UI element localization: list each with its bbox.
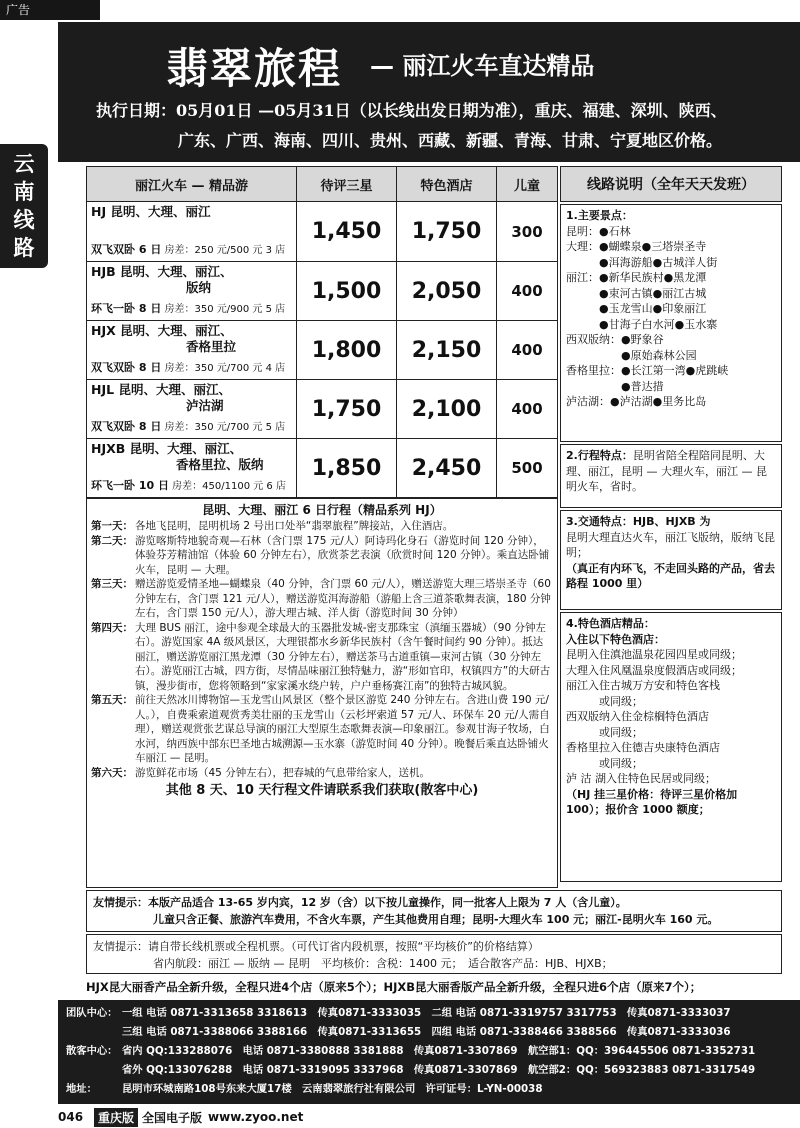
route-sub: 双飞双卧 6 日 [91,243,162,256]
contact-text: 一组 电话 0871-3313658 3318613 传真0871-3333035 二组 电话 0871-3319757 3317753 传真0871-3333037 [122,1007,731,1019]
transport-note: （真正有内环飞，不走回头路的产品，省去路程 1000 里） [566,561,775,590]
list-item: ●洱海游船●古城洋人街 [566,255,718,269]
list-item: 西双版纳入住金棕榈特色酒店 [566,710,709,723]
contact-text: 昆明市环城南路108号东来大厦17楼 云南翡翠旅行社有限公司 许可证号：L-YN-00038 [122,1083,543,1095]
page-footer [58,1106,800,1128]
notes-title: 线路说明（全年天天发班） [560,166,782,202]
contact-label [66,1023,122,1042]
notes-features [560,444,782,508]
route-info [87,380,297,438]
day-text: 前往天然冰川博物馆—玉龙雪山风景区（整个景区游览 240 分钟左右。含进山费 190 元/人。），自费乘索道观赏秀美壮丽的玉龙雪山（云杉坪索道 57 元/人、环保车 20 元/人需自理），赠送观赏张艺谋总导演的丽江大型原生态歌舞表演—印象丽江。参观甘海子牧场，白水河，纳西族中部东巴圣地古城溯源—玉水寨（游览时间 40 分钟）。晚餐后乘直达卧铺火车丽江 — 昆明。 [135,694,550,764]
contact-row [66,1080,792,1099]
side-tab [0,144,48,268]
header-banner [58,22,800,162]
route-name-2: 泸沽湖 [186,398,224,413]
notes-attractions [560,204,782,442]
contact-block [58,1000,800,1104]
route-name: 昆明、大理、丽江、 [118,382,231,397]
list-item: 丽江：●新华民族村●黑龙潭 [566,271,707,284]
side-char: 路 [13,236,35,260]
other-itineraries: 其他 8 天、10 天行程文件请联系我们获取(散客中心) [165,783,479,798]
price-table-header [86,166,558,202]
room-diff: 房差：450/1100 元 6 店 [172,481,286,492]
tips-box-1 [86,890,782,932]
route-code: HJX [91,323,116,338]
list-item: 昆明：●石林 [566,224,631,238]
day-label: 第四天： [91,621,133,634]
brand-subtitle: — 丽江火车直达精品 [370,52,595,80]
route-info [87,439,297,497]
side-char: 南 [13,180,35,204]
contact-text: 省外 QQ:133076288 电话 0871-3319095 3337968 传真0871-3307869 航空部2：QQ：569323883 0871-3317549 [122,1064,756,1076]
contact-label [66,1061,122,1080]
price-3star: 1,500 [297,262,397,320]
table-row [87,379,557,438]
contact-label: 地址： [66,1083,97,1095]
contact-row [66,1061,792,1080]
price-3star: 1,750 [297,380,397,438]
hotels-note: （HJ 挂三星价格：待评三星价格加 100）；报价含 1000 额度； [566,787,738,816]
notes-hotels [560,612,782,882]
col-child: 儿童 [513,178,540,194]
hotels-title: 4.特色酒店精品： [566,617,655,630]
day-text: 赠送游览爱情圣地—蝴蝶泉（40 分钟，含门票 60 元/人），赠送游览大理三塔崇圣寺（60 分钟左右，含门票 121 元/人），赠送游览洱海游船（游船上含三道茶歌舞表演，180 分钟左右，含门票 150 元/人），游大理古城、洋人街（游览时间 30 分钟） [135,578,551,619]
list-item: ●玉龙雪山●印象丽江 [566,302,707,315]
hotels-sub: 入住以下特色酒店： [566,632,665,646]
route-code: HJXB [91,441,126,456]
price-child: 400 [511,400,543,418]
side-char: 线 [13,208,35,232]
list-item: 泸 沽 湖入住特色民居或同级； [566,772,716,785]
route-info [87,321,297,379]
route-name: 昆明、大理、丽江、 [120,323,233,338]
list-item: ●原始森林公园 [566,348,697,362]
route-code: HJ [91,204,107,219]
room-diff: 房差：350 元/900 元 5 店 [164,304,286,315]
price-hotel: 1,750 [397,202,497,261]
price-3star: 1,800 [297,321,397,379]
tips-box-2 [86,934,782,974]
list-item: 或同级； [566,725,643,739]
features-text: 昆明省陪全程陪同昆明、大理、丽江，昆明 — 大理火车，丽江 — 昆明火车，省时。 [566,449,767,493]
price-child: 500 [511,459,543,477]
attractions-title: 1.主要景点： [566,209,633,222]
day-item [91,766,553,781]
table-row [87,320,557,379]
route-name-2: 香格里拉、版纳 [176,457,264,472]
day-item [91,519,553,534]
transport-text: 昆明大理直达火车，丽江飞版纳，版纳飞昆明； [566,530,775,559]
day-text: 游览鲜花市场（45 分钟左右），把春城的气息带给家人，送机。 [135,766,430,779]
route-sub: 双飞双卧 8 日 [91,420,162,433]
price-child: 300 [511,222,543,241]
route-info [87,262,297,320]
day-label: 第六天： [91,766,133,779]
list-item: 香格里拉：●长江第一湾●虎跳峡 [566,364,729,377]
list-item: 大理入住风凰温泉度假酒店或同级； [566,663,742,677]
features-title: 2.行程特点： [566,449,633,462]
contact-label: 散客中心： [66,1045,118,1057]
page-number: 046 [58,1110,84,1124]
price-child: 400 [511,282,543,300]
col-title: 丽江火车 — 精品游 [87,167,297,201]
dates-line-2: 广东、广西、海南、四川、贵州、西藏、新疆、青海、甘肃、宁夏地区价格。 [178,131,723,150]
list-item: ●普达措 [566,379,664,393]
route-name: 昆明、大理、丽江、 [120,264,233,279]
list-item: 或同级； [566,756,643,770]
list-item: 香格里拉入住德吉央康特色酒店 [566,741,720,754]
price-hotel: 2,150 [397,321,497,379]
day-text: 各地飞昆明，昆明机场 2 号出口处举“翡翠旅程”牌接站，入住酒店。 [135,520,454,532]
price-table [86,202,558,498]
price-child: 400 [511,341,543,359]
contact-label: 团队中心： [66,1007,118,1019]
room-diff: 房差：350 元/700 元 4 店 [164,363,286,374]
table-row [87,202,557,261]
list-item: ●束河古镇●丽江古城 [566,286,707,300]
day-item [91,577,553,621]
route-info [87,202,297,261]
route-sub: 环飞一卧 8 日 [91,302,162,315]
route-name-2: 香格里拉 [186,339,237,354]
tips-line: 友情提示：本版产品适合 13-65 岁内宾，12 岁（含）以下按儿童操作，同一批客人上限为 7 人（含儿童）。 [93,896,627,909]
contact-row [66,1004,792,1023]
contact-text: 三组 电话 0871-3388066 3388166 传真0871-3313655 四组 电话 0871-3388466 3388566 传真0871-3333036 [122,1026,731,1038]
tips-line: 友情提示：请自带长线机票或全程机票。（可代订省内段机票，按照“平均核价”的价格结算） [93,940,539,953]
room-diff: 房差：250 元/500 元 3 店 [164,245,286,256]
route-name-2: 版纳 [186,280,212,295]
list-item: 或同级； [566,694,643,708]
room-diff: 房差：350 元/700 元 5 店 [164,422,286,433]
edition-label: 全国电子版 [142,1110,203,1125]
list-item: 昆明入住滇池温泉花园四星或同级； [566,648,742,661]
brand-title: 翡翠旅程 [166,44,343,93]
route-sub: 双飞双卧 8 日 [91,361,162,374]
route-name: 昆明、大理、丽江 [110,204,211,219]
notes-transport [560,510,782,610]
day-label: 第一天： [91,520,133,532]
list-item: 丽江入住古城万方安和特色客栈 [566,679,720,692]
day-item [91,534,553,578]
day-label: 第三天： [91,578,133,590]
route-code: HJB [91,264,116,279]
day-label: 第二天： [91,534,133,547]
col-3star: 待评三星 [297,167,397,201]
itinerary-title: 昆明、大理、丽江 6 日行程（精品系列 HJ） [202,503,442,517]
day-label: 第五天： [91,694,133,706]
col-hotel: 特色酒店 [397,167,497,201]
tips-line: 省内航段：丽江 — 版纳 — 昆明 平均核价：含税：1400 元； 适合散客产品：HJB、HJXB； [153,957,613,970]
price-hotel: 2,450 [397,439,497,497]
route-code: HJL [91,382,115,397]
day-text: 游览喀斯特地貌奇观—石林（含门票 175 元/人）阿诗玛化身石（游览时间 120 分钟），体验芬芳精油馆（体验 60 分钟左右），欣赏茶艺表演（欣赏时间 120 分钟）。乘直达卧铺火车，昆明 — 大理。 [135,534,550,576]
day-text: 大理 BUS 丽江，途中参观全球最大的玉器批发城-密支那珠宝（滇缅玉器城）（90 分钟左右）。游览国家 4A 级风景区，大理银都水乡新华民族村（含午餐时间约 90 分钟）。抵达丽江，赠送游览丽江黑龙潭（30 分钟左右），赠送茶马古道重镇—束河古镇（30 分钟左右）。游览丽江古城，四方街，尽情品味丽江独特魅力，游“形如官印，权镇四方”的大研古镇，漫步街市，您将领略到“家家溪水绕户转，户户垂杨赛江南”的独特古城风貌。 [135,621,551,692]
price-hotel: 2,050 [397,262,497,320]
list-item: 泸沽湖：●泸沽湖●里务比岛 [566,395,707,408]
list-item: 西双版纳：●野象谷 [566,333,664,346]
price-3star: 1,850 [297,439,397,497]
site-url[interactable]: www.zyoo.net [208,1110,304,1124]
price-3star: 1,450 [297,202,397,261]
route-name: 昆明、大理、丽江、 [129,441,243,456]
route-notes [560,166,782,966]
route-sub: 环飞一卧 10 日 [91,479,169,492]
list-item: ●甘海子白水河●玉水寨 [566,317,718,331]
upgrade-notice: HJX昆大丽香产品全新升级，全程只进4个店（原来5个）；HJXB昆大丽香版产品全新升级，全程只进6个店（原来7个）； [86,980,702,994]
edition-badge: 重庆版 [94,1108,138,1127]
ad-tag: 广告 [0,0,100,20]
contact-text: 省内 QQ:133288076 电话 0871-3380888 3381888 传真0871-3307869 航空部1：QQ：396445506 0871-3352731 [122,1045,756,1057]
transport-title: 3.交通特点：HJB、HJXB 为 [566,515,711,528]
table-row [87,438,557,497]
tips-line: 儿童只含正餐、旅游汽车费用，不含火车票，产生其他费用自理；昆明-大理火车 100 元；丽江-昆明火车 160 元。 [153,913,719,926]
table-row [87,261,557,320]
price-hotel: 2,100 [397,380,497,438]
dates-line-1: 执行日期：05月01日 —05月31日（以长线出发日期为准），重庆、福建、深圳、陕西、 [96,101,727,120]
contact-row [66,1042,792,1061]
list-item: 大理：●蝴蝶泉●三塔崇圣寺 [566,240,707,253]
contact-row [66,1023,792,1042]
day-item [91,693,553,766]
itinerary [86,498,558,888]
day-item [91,621,553,694]
side-char: 云 [13,152,35,176]
